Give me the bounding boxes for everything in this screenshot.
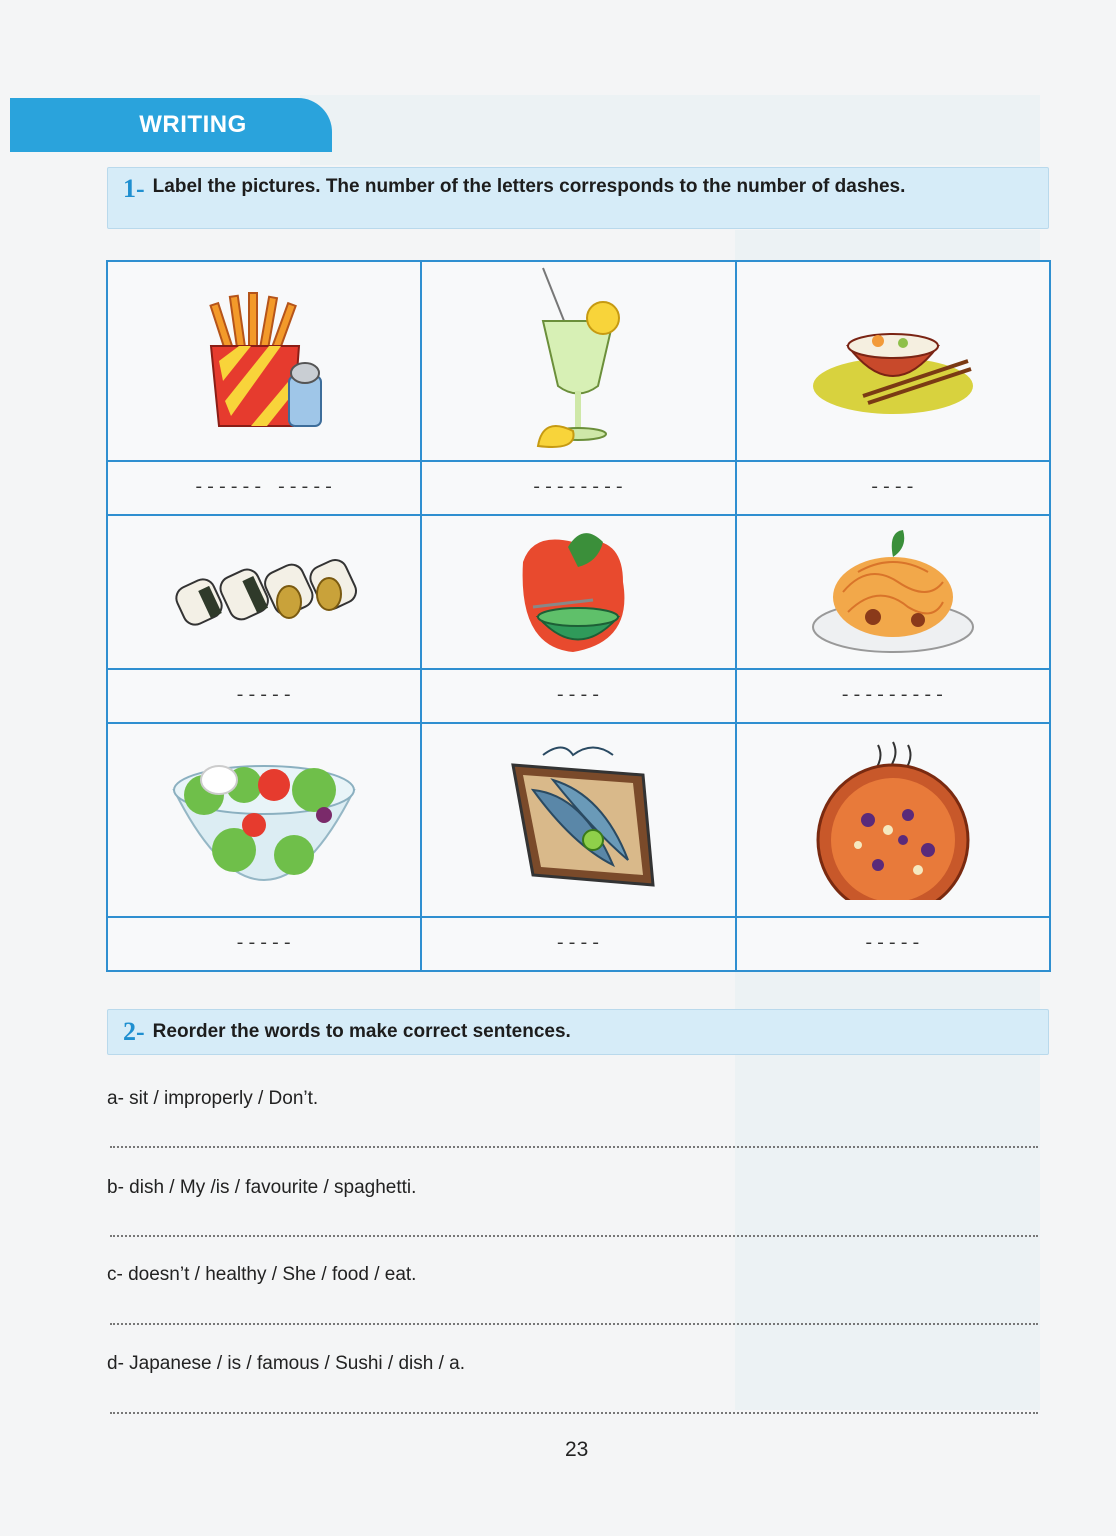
answer-line[interactable] — [110, 1412, 1038, 1414]
lemonade-icon — [503, 266, 653, 456]
sushi-icon — [169, 542, 359, 642]
sentence-d: d- Japanese / is / famous / Sushi / dish / a. — [107, 1353, 466, 1374]
answer-line[interactable] — [110, 1323, 1038, 1325]
exercise-1-number: 1- — [123, 174, 145, 203]
picture-cell — [421, 723, 735, 917]
picture-cell — [107, 723, 421, 917]
pizza-icon — [808, 740, 978, 900]
answer-dashes: -------- — [421, 461, 735, 515]
exercise-1-instruction: Label the pictures. The number of the letters corresponds to the number of dashes. — [152, 176, 906, 197]
picture-cell — [107, 515, 421, 669]
section-tab-writing — [10, 98, 332, 152]
picture-cell — [736, 515, 1050, 669]
answer-dashes: ---- — [736, 461, 1050, 515]
picture-cell — [736, 723, 1050, 917]
picture-grid — [106, 260, 1051, 972]
sentence-b: b- dish / My /is / favourite / spaghetti. — [107, 1177, 417, 1198]
picture-cell — [421, 261, 735, 461]
exercise-2-number: 2- — [123, 1017, 145, 1046]
exercise-1-header — [107, 167, 1049, 229]
picture-cell — [736, 261, 1050, 461]
answer-dashes: ----- — [107, 917, 421, 971]
sentence-a: a- sit / improperly / Don’t. — [107, 1088, 319, 1109]
soup-icon — [513, 522, 643, 662]
answer-dashes: ---- — [421, 917, 735, 971]
fish-icon — [493, 735, 663, 905]
spaghetti-icon — [808, 522, 978, 662]
sentence-c: c- doesn’t / healthy / She / food / eat. — [107, 1264, 417, 1285]
picture-cell — [421, 515, 735, 669]
answer-dashes: ----- — [736, 917, 1050, 971]
answer-dashes: ------ ----- — [107, 461, 421, 515]
exercise-2-instruction: Reorder the words to make correct sentences. — [152, 1021, 571, 1042]
answer-line[interactable] — [110, 1146, 1038, 1148]
answer-dashes: ----- — [107, 669, 421, 723]
section-title: WRITING — [139, 111, 247, 138]
exercise-2-header — [107, 1009, 1049, 1055]
answer-line[interactable] — [110, 1235, 1038, 1237]
salad-icon — [164, 740, 364, 900]
page-number: 23 — [565, 1438, 589, 1461]
answer-dashes: --------- — [736, 669, 1050, 723]
answer-dashes: ---- — [421, 669, 735, 723]
rice-bowl-icon — [803, 301, 983, 421]
picture-cell — [107, 261, 421, 461]
french-fries-icon — [189, 291, 339, 431]
